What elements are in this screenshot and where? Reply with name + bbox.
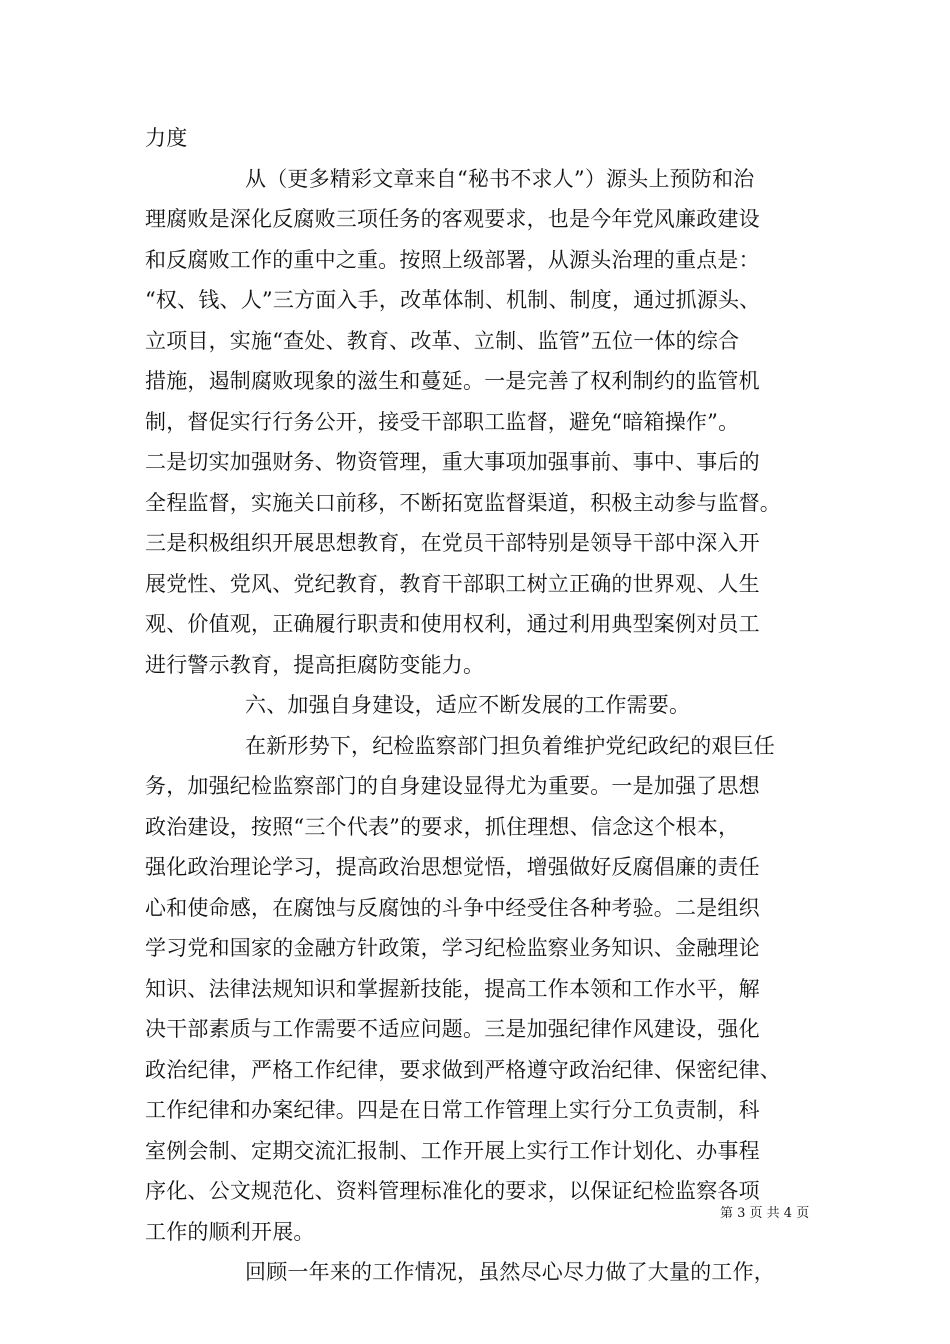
document-body <box>145 118 810 1293</box>
text-line: 强化政治理论学习，提高政治思想觉悟，增强做好反腐倡廉的责任 <box>145 855 760 879</box>
text-line: 制，督促实行行务公开，接受干部职工监督，避免“暗箱操作”。 <box>145 409 740 434</box>
text-line: 从（更多精彩文章来自“秘书不求人”）源头上预防和治 <box>245 166 755 191</box>
text-line: 二是切实加强财务、物资管理，重大事项加强事前、事中、事后的 <box>145 450 760 474</box>
text-line: 展党性、党风、党纪教育，教育干部职工树立正确的世界观、人生 <box>145 571 760 596</box>
text-line: 三是积极组织开展思想教育，在党员干部特别是领导干部中深入开 <box>145 531 760 555</box>
text-line: 务，加强纪检监察部门的自身建设显得尤为重要。一是加强了思想 <box>145 774 760 798</box>
text-line: 理腐败是深化反腐败三项任务的客观要求，也是今年党风廉政建设 <box>145 207 760 231</box>
text-line: 和反腐败工作的重中之重。按照上级部署，从源头治理的重点是： <box>145 247 760 272</box>
section-heading: 六、加强自身建设，适应不断发展的工作需要。 <box>245 693 691 717</box>
text-line: 力度 <box>145 126 188 150</box>
text-line: 立项目，实施“查处、教育、改革、立制、监管”五位一体的综合 <box>145 328 740 353</box>
text-line: 工作的顺利开展。 <box>145 1219 315 1244</box>
text-line: 在新形势下，纪检监察部门担负着维护党纪政纪的艰巨任 <box>245 733 775 758</box>
text-line: 进行警示教育，提高拒腐防变能力。 <box>145 652 485 677</box>
text-line: 措施，遏制腐败现象的滋生和蔓延。一是完善了权利制约的监管机 <box>145 369 760 393</box>
text-line: 全程监督，实施关口前移，不断拓宽监督渠道，积极主动参与监督。 <box>145 490 781 515</box>
text-line: 决干部素质与工作需要不适应问题。三是加强纪律作风建设，强化 <box>145 1017 760 1041</box>
text-line: 学习党和国家的金融方针政策，学习纪检监察业务知识、金融理论 <box>145 936 760 960</box>
text-line: 序化、公文规范化、资料管理标准化的要求，以保证纪检监察各项 <box>145 1179 760 1203</box>
text-line: 工作纪律和办案纪律。四是在日常工作管理上实行分工负责制，科 <box>145 1098 760 1122</box>
text-line: 政治纪律，严格工作纪律，要求做到严格遵守政治纪律、保密纪律、 <box>145 1057 781 1082</box>
text-line: 室例会制、定期交流汇报制、工作开展上实行工作计划化、办事程 <box>145 1138 760 1163</box>
text-line: 回顾一年来的工作情况，虽然尽心尽力做了大量的工作， <box>245 1260 775 1284</box>
text-line: “权、钱、人”三方面入手，改革体制、机制、制度，通过抓源头、 <box>145 288 761 312</box>
text-line: 政治建设，按照“三个代表”的要求，抓住理想、信念这个根本， <box>145 814 740 839</box>
text-line: 知识、法律法规知识和掌握新技能，提高工作本领和工作水平，解 <box>145 976 760 1001</box>
page-number-footer: 第 3 页 共 4 页 <box>720 1206 810 1221</box>
text-line: 观、价值观，正确履行职责和使用权利，通过利用典型案例对员工 <box>145 612 760 636</box>
text-line: 心和使命感，在腐蚀与反腐蚀的斗争中经受住各种考验。二是组织 <box>145 895 760 920</box>
